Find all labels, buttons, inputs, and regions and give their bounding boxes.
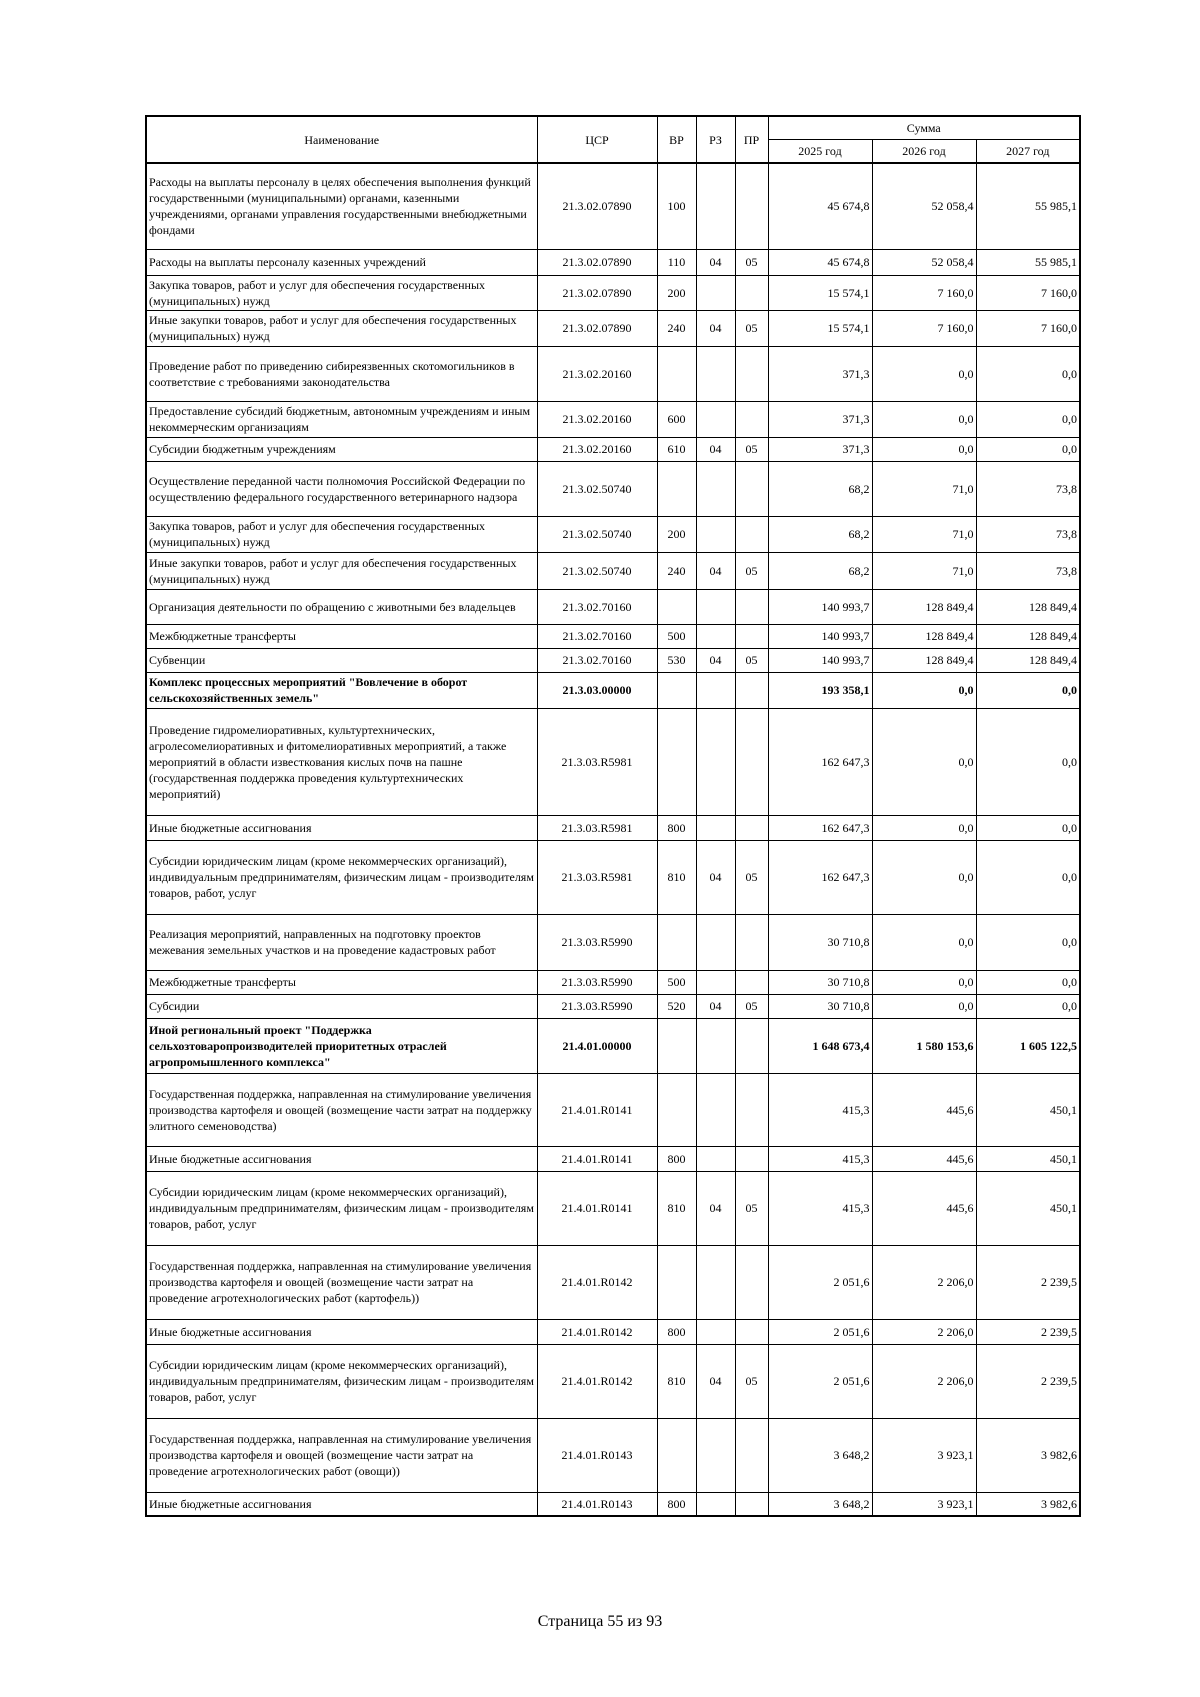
row-pr — [735, 815, 768, 840]
row-rz: 04 — [696, 994, 735, 1018]
row-rz — [696, 624, 735, 648]
row-sum-2025: 162 647,3 — [768, 708, 872, 815]
row-sum-2025: 140 993,7 — [768, 648, 872, 672]
row-pr — [735, 1418, 768, 1492]
row-name: Иные бюджетные ассигнования — [146, 1146, 537, 1171]
table-row — [146, 1492, 1080, 1516]
row-sum-2026: 7 160,0 — [872, 275, 976, 310]
row-vr: 520 — [657, 994, 696, 1018]
table-row — [146, 516, 1080, 552]
row-rz: 04 — [696, 648, 735, 672]
row-csr: 21.4.01.R0141 — [537, 1146, 657, 1171]
row-rz — [696, 1492, 735, 1516]
table-body — [146, 163, 1080, 1516]
row-sum-2025: 45 674,8 — [768, 163, 872, 249]
table-row — [146, 994, 1080, 1018]
row-name: Расходы на выплаты персоналу в целях обеспечения выполнения функций государственными (муниципальными) органами, казенными учреждениями, органами управления государственными внебюджетными фондами — [146, 163, 537, 249]
row-sum-2025: 162 647,3 — [768, 840, 872, 914]
row-sum-2026: 2 206,0 — [872, 1319, 976, 1344]
row-csr: 21.4.01.R0142 — [537, 1245, 657, 1319]
row-name: Осуществление переданной части полномочия Российской Федерации по осуществлению федерального государственного ветеринарного надзора — [146, 461, 537, 516]
row-sum-2027: 450,1 — [976, 1171, 1080, 1245]
row-vr — [657, 1418, 696, 1492]
row-name: Субсидии юридическим лицам (кроме некоммерческих организаций), индивидуальным предпринимателям, физическим лицам - производителям товаров, работ, услуг — [146, 1344, 537, 1418]
table-row — [146, 648, 1080, 672]
row-vr — [657, 914, 696, 970]
row-sum-2026: 0,0 — [872, 708, 976, 815]
row-csr: 21.3.03.R5990 — [537, 914, 657, 970]
row-sum-2025: 415,3 — [768, 1073, 872, 1146]
row-sum-2025: 30 710,8 — [768, 970, 872, 994]
row-rz — [696, 914, 735, 970]
table-row — [146, 1018, 1080, 1073]
table-row — [146, 1171, 1080, 1245]
row-pr: 05 — [735, 648, 768, 672]
table-row — [146, 437, 1080, 461]
row-sum-2027: 0,0 — [976, 437, 1080, 461]
row-sum-2026: 0,0 — [872, 970, 976, 994]
row-sum-2026: 445,6 — [872, 1073, 976, 1146]
table-row — [146, 970, 1080, 994]
row-rz — [696, 708, 735, 815]
row-rz — [696, 346, 735, 401]
row-name: Иной региональный проект "Поддержка сельхозтоваропроизводителей приоритетных отраслей агропромышленного комплекса" — [146, 1018, 537, 1073]
row-name: Государственная поддержка, направленная на стимулирование увеличения производства картофеля и овощей (возмещение части затрат на проведение агротехнологических работ (овощи)) — [146, 1418, 537, 1492]
row-csr: 21.3.02.20160 — [537, 437, 657, 461]
row-sum-2026: 128 849,4 — [872, 589, 976, 624]
row-name: Государственная поддержка, направленная на стимулирование увеличения производства картофеля и овощей (возмещение части затрат на поддержку элитного семеноводства) — [146, 1073, 537, 1146]
row-vr: 800 — [657, 815, 696, 840]
table-row — [146, 1073, 1080, 1146]
budget-table — [145, 115, 1081, 1517]
row-sum-2027: 3 982,6 — [976, 1492, 1080, 1516]
row-rz: 04 — [696, 840, 735, 914]
row-sum-2027: 0,0 — [976, 708, 1080, 815]
row-sum-2026: 0,0 — [872, 672, 976, 708]
row-sum-2026: 0,0 — [872, 437, 976, 461]
row-sum-2025: 193 358,1 — [768, 672, 872, 708]
row-vr: 100 — [657, 163, 696, 249]
row-vr: 500 — [657, 624, 696, 648]
row-name: Проведение работ по приведению сибиреязвенных скотомогильников в соответствие с требованиями законодательства — [146, 346, 537, 401]
row-sum-2026: 0,0 — [872, 840, 976, 914]
row-name: Организация деятельности по обращению с животными без владельцев — [146, 589, 537, 624]
row-csr: 21.3.03.R5990 — [537, 970, 657, 994]
row-name: Субсидии — [146, 994, 537, 1018]
row-sum-2026: 0,0 — [872, 401, 976, 437]
row-sum-2025: 68,2 — [768, 461, 872, 516]
row-rz — [696, 275, 735, 310]
row-sum-2027: 7 160,0 — [976, 275, 1080, 310]
row-pr: 05 — [735, 994, 768, 1018]
row-name: Субсидии бюджетным учреждениям — [146, 437, 537, 461]
row-vr — [657, 1245, 696, 1319]
row-csr: 21.3.02.20160 — [537, 401, 657, 437]
row-sum-2025: 140 993,7 — [768, 624, 872, 648]
table-row — [146, 1245, 1080, 1319]
row-vr — [657, 346, 696, 401]
row-sum-2026: 71,0 — [872, 516, 976, 552]
row-sum-2026: 445,6 — [872, 1146, 976, 1171]
row-rz — [696, 1319, 735, 1344]
header-year-2026: 2026 год — [872, 140, 976, 164]
row-pr — [735, 1319, 768, 1344]
row-vr — [657, 461, 696, 516]
row-name: Субвенции — [146, 648, 537, 672]
row-name: Субсидии юридическим лицам (кроме некоммерческих организаций), индивидуальным предпринимателям, физическим лицам - производителям товаров, работ, услуг — [146, 840, 537, 914]
row-sum-2027: 1 605 122,5 — [976, 1018, 1080, 1073]
row-name: Межбюджетные трансферты — [146, 970, 537, 994]
row-pr — [735, 346, 768, 401]
row-rz — [696, 1245, 735, 1319]
row-pr: 05 — [735, 437, 768, 461]
row-csr: 21.4.01.R0143 — [537, 1418, 657, 1492]
row-sum-2026: 2 206,0 — [872, 1344, 976, 1418]
row-pr — [735, 1073, 768, 1146]
row-csr: 21.3.02.20160 — [537, 346, 657, 401]
row-rz: 04 — [696, 437, 735, 461]
row-csr: 21.3.03.00000 — [537, 672, 657, 708]
row-sum-2025: 415,3 — [768, 1171, 872, 1245]
row-sum-2025: 15 574,1 — [768, 275, 872, 310]
table-row — [146, 163, 1080, 249]
row-sum-2025: 15 574,1 — [768, 310, 872, 346]
row-sum-2026: 52 058,4 — [872, 249, 976, 275]
row-pr — [735, 589, 768, 624]
row-csr: 21.3.02.07890 — [537, 310, 657, 346]
row-sum-2027: 3 982,6 — [976, 1418, 1080, 1492]
row-sum-2027: 73,8 — [976, 516, 1080, 552]
row-rz: 04 — [696, 249, 735, 275]
row-sum-2025: 30 710,8 — [768, 914, 872, 970]
row-rz — [696, 970, 735, 994]
row-vr: 810 — [657, 840, 696, 914]
table-row — [146, 840, 1080, 914]
row-sum-2027: 2 239,5 — [976, 1319, 1080, 1344]
row-vr: 800 — [657, 1146, 696, 1171]
header-vr: ВР — [657, 116, 696, 163]
row-sum-2027: 0,0 — [976, 672, 1080, 708]
header-year-2027: 2027 год — [976, 140, 1080, 164]
row-sum-2027: 128 849,4 — [976, 624, 1080, 648]
row-pr: 05 — [735, 310, 768, 346]
row-sum-2027: 0,0 — [976, 346, 1080, 401]
row-name: Иные бюджетные ассигнования — [146, 815, 537, 840]
row-sum-2026: 52 058,4 — [872, 163, 976, 249]
row-sum-2026: 128 849,4 — [872, 624, 976, 648]
row-rz — [696, 163, 735, 249]
row-rz — [696, 1418, 735, 1492]
table-row — [146, 401, 1080, 437]
row-csr: 21.3.02.70160 — [537, 624, 657, 648]
row-csr: 21.3.02.50740 — [537, 516, 657, 552]
row-csr: 21.3.02.70160 — [537, 648, 657, 672]
row-name: Иные бюджетные ассигнования — [146, 1492, 537, 1516]
table-row — [146, 275, 1080, 310]
row-pr: 05 — [735, 1344, 768, 1418]
row-sum-2027: 450,1 — [976, 1073, 1080, 1146]
row-sum-2026: 0,0 — [872, 914, 976, 970]
row-vr — [657, 1018, 696, 1073]
table-row — [146, 708, 1080, 815]
row-pr — [735, 1018, 768, 1073]
row-sum-2027: 0,0 — [976, 914, 1080, 970]
row-sum-2026: 3 923,1 — [872, 1418, 976, 1492]
row-name: Предоставление субсидий бюджетным, автономным учреждениям и иным некоммерческим организациям — [146, 401, 537, 437]
row-pr: 05 — [735, 249, 768, 275]
table-row — [146, 1344, 1080, 1418]
row-sum-2025: 3 648,2 — [768, 1418, 872, 1492]
row-pr: 05 — [735, 552, 768, 589]
row-sum-2025: 68,2 — [768, 552, 872, 589]
row-sum-2026: 71,0 — [872, 461, 976, 516]
row-vr: 800 — [657, 1492, 696, 1516]
row-pr: 05 — [735, 840, 768, 914]
row-sum-2025: 415,3 — [768, 1146, 872, 1171]
row-pr — [735, 461, 768, 516]
header-name: Наименование — [146, 116, 537, 163]
row-csr: 21.4.01.R0142 — [537, 1319, 657, 1344]
row-sum-2025: 162 647,3 — [768, 815, 872, 840]
row-csr: 21.4.01.00000 — [537, 1018, 657, 1073]
header-pr: ПР — [735, 116, 768, 163]
row-pr — [735, 672, 768, 708]
row-sum-2025: 371,3 — [768, 401, 872, 437]
row-sum-2027: 7 160,0 — [976, 310, 1080, 346]
table-row — [146, 589, 1080, 624]
row-name: Закупка товаров, работ и услуг для обеспечения государственных (муниципальных) нужд — [146, 275, 537, 310]
row-rz — [696, 516, 735, 552]
row-vr: 200 — [657, 275, 696, 310]
row-sum-2027: 0,0 — [976, 840, 1080, 914]
row-sum-2025: 2 051,6 — [768, 1245, 872, 1319]
row-sum-2027: 0,0 — [976, 970, 1080, 994]
header-sum: Сумма — [768, 116, 1080, 140]
row-sum-2025: 2 051,6 — [768, 1344, 872, 1418]
row-name: Расходы на выплаты персоналу казенных учреждений — [146, 249, 537, 275]
row-rz — [696, 672, 735, 708]
row-vr: 110 — [657, 249, 696, 275]
row-csr: 21.3.02.07890 — [537, 163, 657, 249]
row-rz — [696, 815, 735, 840]
row-pr — [735, 914, 768, 970]
row-csr: 21.3.02.70160 — [537, 589, 657, 624]
row-rz: 04 — [696, 552, 735, 589]
row-pr — [735, 516, 768, 552]
row-csr: 21.3.03.R5990 — [537, 994, 657, 1018]
row-sum-2025: 3 648,2 — [768, 1492, 872, 1516]
row-sum-2026: 3 923,1 — [872, 1492, 976, 1516]
row-csr: 21.3.02.07890 — [537, 275, 657, 310]
row-csr: 21.3.02.50740 — [537, 461, 657, 516]
header-csr: ЦСР — [537, 116, 657, 163]
row-sum-2026: 7 160,0 — [872, 310, 976, 346]
table-row — [146, 249, 1080, 275]
row-sum-2025: 1 648 673,4 — [768, 1018, 872, 1073]
row-csr: 21.4.01.R0143 — [537, 1492, 657, 1516]
table-row — [146, 1146, 1080, 1171]
row-rz: 04 — [696, 310, 735, 346]
row-rz: 04 — [696, 1344, 735, 1418]
row-sum-2025: 68,2 — [768, 516, 872, 552]
row-sum-2026: 1 580 153,6 — [872, 1018, 976, 1073]
table-row — [146, 346, 1080, 401]
row-pr: 05 — [735, 1171, 768, 1245]
row-sum-2026: 0,0 — [872, 994, 976, 1018]
row-name: Закупка товаров, работ и услуг для обеспечения государственных (муниципальных) нужд — [146, 516, 537, 552]
row-pr — [735, 401, 768, 437]
row-vr: 200 — [657, 516, 696, 552]
row-name: Государственная поддержка, направленная на стимулирование увеличения производства картофеля и овощей (возмещение части затрат на проведение агротехнологических работ (картофель)) — [146, 1245, 537, 1319]
row-rz — [696, 1146, 735, 1171]
row-csr: 21.3.02.50740 — [537, 552, 657, 589]
row-sum-2025: 371,3 — [768, 346, 872, 401]
row-sum-2025: 371,3 — [768, 437, 872, 461]
table-row — [146, 672, 1080, 708]
row-sum-2025: 2 051,6 — [768, 1319, 872, 1344]
table-row — [146, 310, 1080, 346]
page-number: Страница 55 из 93 — [537, 1613, 663, 1630]
row-pr — [735, 163, 768, 249]
table-row — [146, 1418, 1080, 1492]
row-name: Субсидии юридическим лицам (кроме некоммерческих организаций), индивидуальным предпринимателям, физическим лицам - производителям товаров, работ, услуг — [146, 1171, 537, 1245]
header-rz: РЗ — [696, 116, 735, 163]
row-name: Комплекс процессных мероприятий "Вовлечение в оборот сельскохозяйственных земель" — [146, 672, 537, 708]
row-csr: 21.4.01.R0141 — [537, 1073, 657, 1146]
row-rz — [696, 401, 735, 437]
row-sum-2025: 30 710,8 — [768, 994, 872, 1018]
row-vr — [657, 708, 696, 815]
table-header — [146, 116, 1080, 163]
row-csr: 21.3.03.R5981 — [537, 840, 657, 914]
row-rz: 04 — [696, 1171, 735, 1245]
row-name: Межбюджетные трансферты — [146, 624, 537, 648]
row-rz — [696, 1018, 735, 1073]
row-name: Иные закупки товаров, работ и услуг для обеспечения государственных (муниципальных) нужд — [146, 552, 537, 589]
header-year-2025: 2025 год — [768, 140, 872, 164]
table-row — [146, 815, 1080, 840]
row-rz — [696, 461, 735, 516]
row-rz — [696, 589, 735, 624]
row-vr: 240 — [657, 552, 696, 589]
row-sum-2027: 0,0 — [976, 815, 1080, 840]
row-pr — [735, 708, 768, 815]
row-pr — [735, 275, 768, 310]
row-sum-2026: 2 206,0 — [872, 1245, 976, 1319]
row-sum-2027: 128 849,4 — [976, 589, 1080, 624]
row-csr: 21.4.01.R0142 — [537, 1344, 657, 1418]
row-sum-2027: 2 239,5 — [976, 1245, 1080, 1319]
row-sum-2027: 450,1 — [976, 1146, 1080, 1171]
row-sum-2026: 445,6 — [872, 1171, 976, 1245]
row-vr: 810 — [657, 1171, 696, 1245]
row-csr: 21.3.03.R5981 — [537, 708, 657, 815]
table-row — [146, 552, 1080, 589]
row-sum-2025: 45 674,8 — [768, 249, 872, 275]
row-pr — [735, 624, 768, 648]
row-vr — [657, 589, 696, 624]
row-sum-2027: 73,8 — [976, 552, 1080, 589]
row-sum-2027: 55 985,1 — [976, 249, 1080, 275]
table-row — [146, 1319, 1080, 1344]
row-sum-2027: 2 239,5 — [976, 1344, 1080, 1418]
table-row — [146, 461, 1080, 516]
row-pr — [735, 1245, 768, 1319]
row-vr: 800 — [657, 1319, 696, 1344]
row-vr: 240 — [657, 310, 696, 346]
row-sum-2027: 0,0 — [976, 994, 1080, 1018]
row-name: Иные бюджетные ассигнования — [146, 1319, 537, 1344]
row-sum-2026: 0,0 — [872, 815, 976, 840]
row-csr: 21.3.03.R5981 — [537, 815, 657, 840]
table-row — [146, 914, 1080, 970]
row-name: Реализация мероприятий, направленных на подготовку проектов межевания земельных участков и на проведение кадастровых работ — [146, 914, 537, 970]
row-vr: 500 — [657, 970, 696, 994]
row-sum-2026: 71,0 — [872, 552, 976, 589]
row-vr — [657, 1073, 696, 1146]
row-name: Проведение гидромелиоративных, культуртехнических, агролесомелиоративных и фитомелиоративных мероприятий, а также мероприятий в области известкования кислых почв на пашне (государственная поддержка проведения культуртехнических мероприятий) — [146, 708, 537, 815]
row-pr — [735, 1146, 768, 1171]
row-sum-2027: 55 985,1 — [976, 163, 1080, 249]
row-rz — [696, 1073, 735, 1146]
row-sum-2027: 73,8 — [976, 461, 1080, 516]
row-sum-2027: 128 849,4 — [976, 648, 1080, 672]
row-vr: 810 — [657, 1344, 696, 1418]
row-csr: 21.4.01.R0141 — [537, 1171, 657, 1245]
row-name: Иные закупки товаров, работ и услуг для обеспечения государственных (муниципальных) нужд — [146, 310, 537, 346]
row-vr: 600 — [657, 401, 696, 437]
row-sum-2026: 0,0 — [872, 346, 976, 401]
row-sum-2025: 140 993,7 — [768, 589, 872, 624]
table-row — [146, 624, 1080, 648]
row-pr — [735, 1492, 768, 1516]
row-vr — [657, 672, 696, 708]
row-sum-2026: 128 849,4 — [872, 648, 976, 672]
row-pr — [735, 970, 768, 994]
row-sum-2027: 0,0 — [976, 401, 1080, 437]
row-csr: 21.3.02.07890 — [537, 249, 657, 275]
row-vr: 610 — [657, 437, 696, 461]
row-vr: 530 — [657, 648, 696, 672]
